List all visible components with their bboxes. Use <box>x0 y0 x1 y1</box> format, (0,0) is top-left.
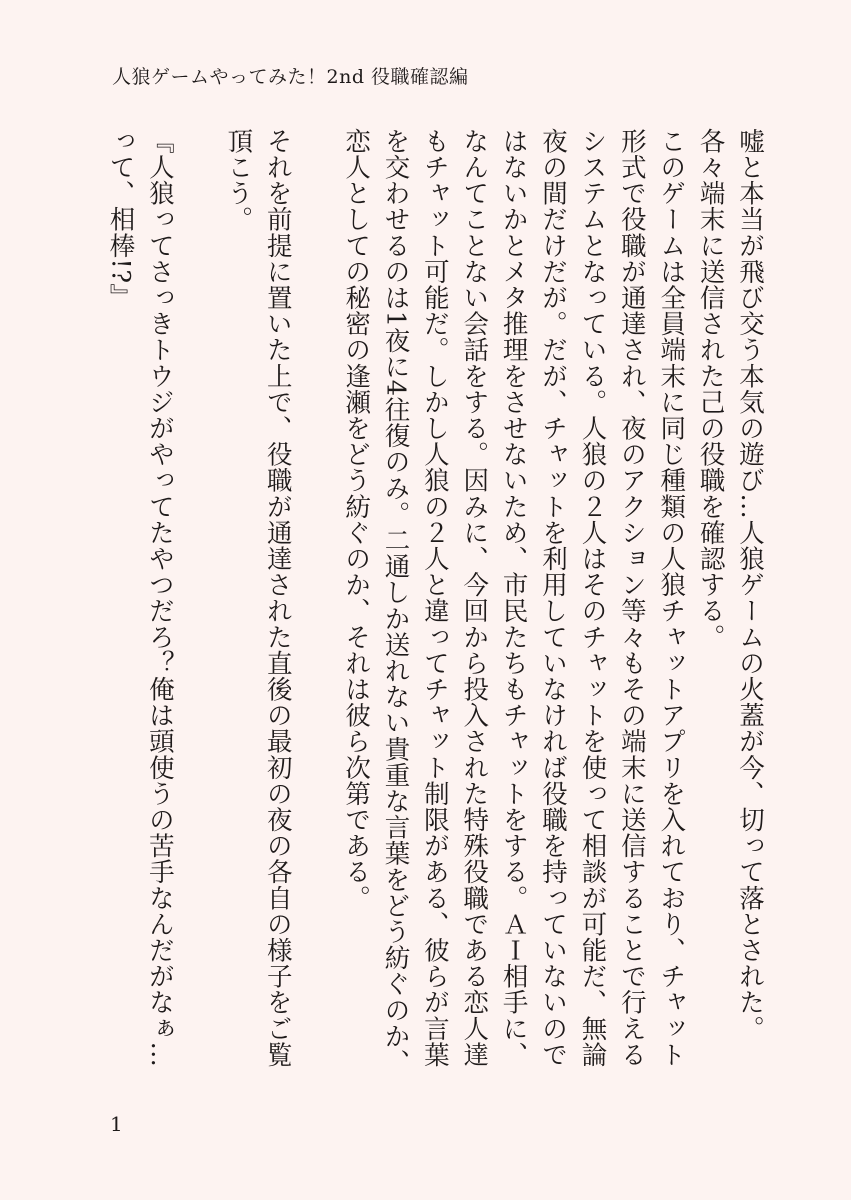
blank-line <box>179 128 218 1088</box>
paragraph: 各々端末に送信された己の役職を確認する。 <box>695 128 726 650</box>
paragraph: このゲームは全員端末に同じ種類の人狼チャットアプリを入れており、チャット形式で役職が通達され、夜のアクション等々もその端末に送信することで行えるシステムとなっている。人狼の２人はそのチャットを使って相談が可能だ、無論夜の間だけだが。だが、チャットを利用していなければ役職を持っていないのではないかとメタ推理をさせないため、市民たちもチャットをする。ＡＩ相手に、なんてことない会話をする。因みに、今回から投入された特殊役職である恋人達もチャット可能だ。しかし人狼の２人と違ってチャット制限がある、彼らが言葉を交わせるのは1夜に4往復のみ。二通しか送れない貴重な言葉をどう紡ぐのか、恋人としての秘密の逢瀬をどう紡ぐのか、それは彼ら次第である。 <box>341 128 687 1076</box>
paragraph: 嘘と本当が飛び交う本気の遊び…人狼ゲームの火蓋が今、切って落とされた。 <box>735 128 765 1042</box>
body-text <box>89 128 769 1088</box>
page-number: 1 <box>110 1112 123 1136</box>
paragraph: それを前提に置いた上で、役職が通達された直後の最初の夜の各自の様子をご覧頂こう。 <box>223 128 293 1068</box>
dialogue-paragraph: 『人狼ってさっきトウジがやってたやつだろ？俺は頭使うの苦手なんだがなぁ…って、相棒!?』 <box>105 128 175 1068</box>
blank-line <box>297 128 336 1088</box>
page-header-title: 人狼ゲームやってみた！2nd 役職確認編 <box>112 66 469 88</box>
